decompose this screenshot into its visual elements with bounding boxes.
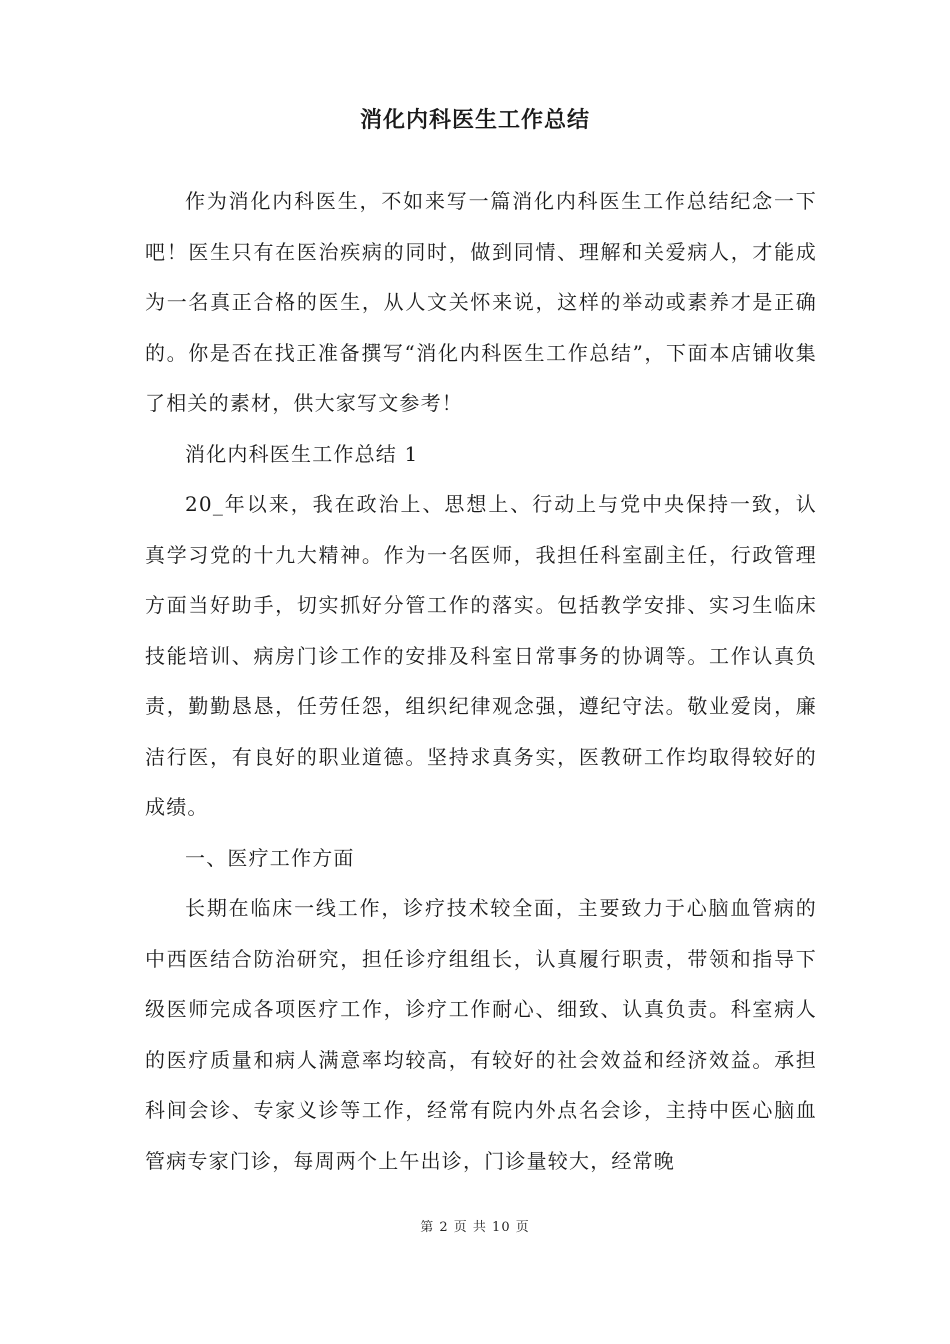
document-title: 消化内科医生工作总结 [359,107,590,133]
section-title-summary-1: 消化内科医生工作总结 1 [185,441,419,466]
document-body [145,176,817,1186]
intro-paragraph: 作为消化内科医生，不如来写一篇消化内科医生工作总结纪念一下吧！医生只有在医治疾病的同时，做到同情、理解和关爱病人，才能成为一名真正合格的医生，从人文关怀来说，这样的举动或素养才是正确的。你是否在找正准备撰写“消化内科医生工作总结”，下面本店铺收集了相关的素材，供大家写文参考！ [145,189,817,415]
summary-paragraph: 20_年以来，我在政治上、思想上、行动上与党中央保持一致，认真学习党的十九大精神。作为一名医师，我担任科室副主任，行政管理方面当好助手，切实抓好分管工作的落实。包括教学安排、实习生临床技能培训、病房门诊工作的安排及科室日常事务的协调等。工作认真负责，勤勤恳恳，任劳任怨，组织纪律观念强，遵纪守法。敬业爱岗，廉洁行医，有良好的职业道德。坚持求真务实，医教研工作均取得较好的成绩。 [145,492,817,819]
section-heading-medical-work: 一、医疗工作方面 [185,845,355,870]
medical-work-paragraph: 长期在临床一线工作，诊疗技术较全面，主要致力于心脑血管病的中西医结合防治研究，担任诊疗组组长，认真履行职责，带领和指导下级医师完成各项医疗工作，诊疗工作耐心、细致、认真负责。科室病人的医疗质量和病人满意率均较高，有较好的社会效益和经济效益。承担科间会诊、专家义诊等工作，经常有院内外点名会诊，主持中医心脑血管病专家门诊，每周两个上午出诊，门诊量较大，经常晚 [145,896,817,1173]
page-number-footer: 第 2 页 共 10 页 [420,1220,530,1235]
